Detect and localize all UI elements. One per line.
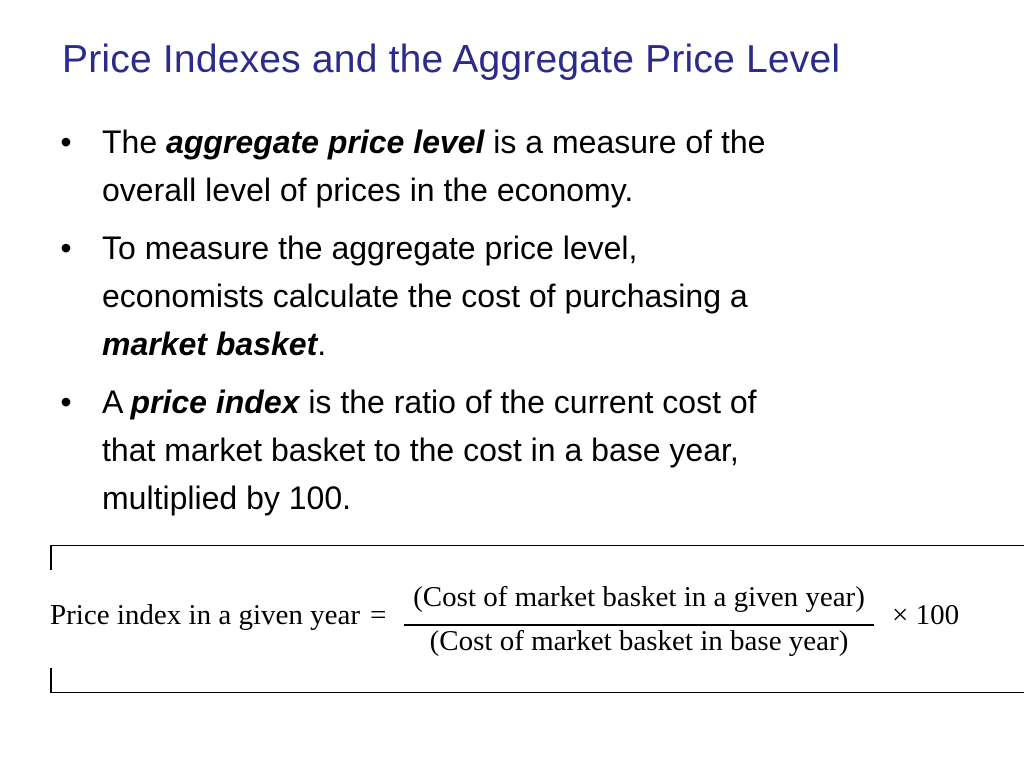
bullet-marker: • [60, 124, 72, 160]
bullet-line: overall level of prices in the economy. [102, 172, 634, 208]
bullet-line [102, 378, 956, 426]
bullet-line [102, 118, 956, 166]
text-run: The [102, 124, 167, 160]
key-term: aggregate price level [166, 124, 485, 160]
formula-denominator: (Cost of market basket in base year) [429, 625, 849, 657]
bullet-list [56, 118, 956, 532]
bullet-item [56, 378, 956, 522]
key-term: market basket [102, 326, 318, 362]
text-run: A [102, 384, 131, 420]
bullet-item [56, 118, 956, 214]
key-term: price index [130, 384, 300, 420]
bullet-marker: • [60, 384, 72, 420]
bullet-line: economists calculate the cost of purchasing a [102, 278, 748, 314]
bullet-item [56, 224, 956, 368]
text-run: is the ratio of the current cost of [299, 384, 757, 420]
formula-lhs: Price index in a given year [50, 599, 361, 631]
bullet-marker: • [60, 230, 72, 266]
slide-title: Price Indexes and the Aggregate Price Level [62, 38, 841, 81]
formula-box [50, 545, 1024, 693]
bullet-line: that market basket to the cost in a base year, [102, 432, 739, 468]
bullet-line [102, 320, 956, 368]
bullet-line: multiplied by 100. [102, 480, 352, 516]
formula-equals: = [370, 599, 387, 631]
formula-numerator: (Cost of market basket in a given year) [413, 581, 865, 613]
bullet-line: To measure the aggregate price level, [102, 230, 638, 266]
text-run: . [317, 326, 327, 362]
price-index-formula [50, 546, 1024, 692]
text-run: is a measure of the [484, 124, 766, 160]
formula-multiplier: × 100 [892, 599, 960, 631]
